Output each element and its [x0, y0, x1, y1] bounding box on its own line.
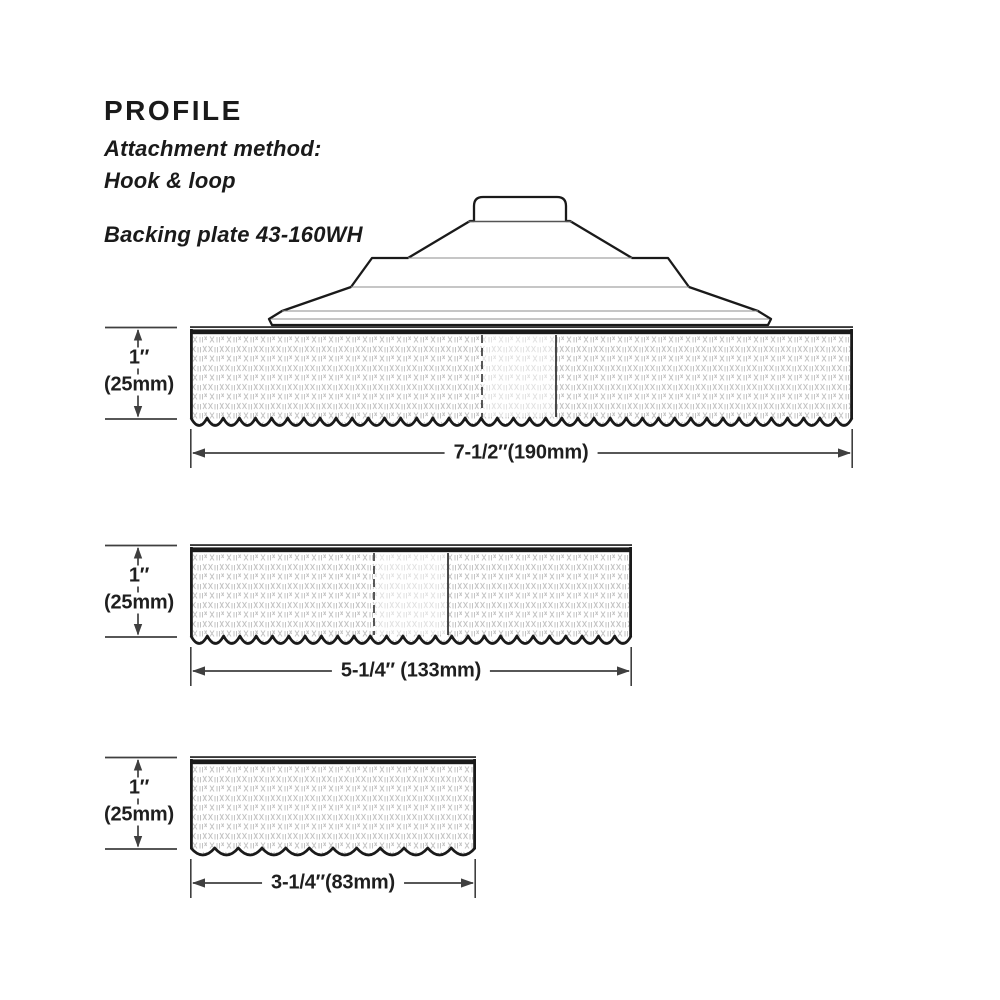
height-label-top-strip: 1″	[125, 348, 153, 369]
height-metric-label-bottom-strip: (25mm)	[100, 805, 178, 826]
width-label-bottom-strip: 3-1/4″(83mm)	[262, 873, 404, 894]
attachment-type-label: Hook & loop	[104, 168, 236, 193]
page-title: PROFILE	[104, 95, 243, 126]
height-label-bottom-strip: 1″	[125, 778, 153, 799]
height-metric-label-middle-strip: (25mm)	[100, 593, 178, 614]
width-label-middle-strip: 5-1/4″ (133mm)	[332, 661, 490, 682]
height-metric-label-top-strip: (25mm)	[100, 375, 178, 396]
brush-strip-middle-drawing	[190, 544, 632, 648]
attachment-method-label: Attachment method:	[104, 136, 322, 161]
height-label-middle-strip: 1″	[125, 566, 153, 587]
backing-plate-label: Backing plate 43-160WH	[104, 222, 363, 247]
brush-strip-bottom-drawing	[190, 756, 476, 860]
width-label-top-strip: 7-1/2″(190mm)	[445, 443, 598, 464]
backing-plate-drawing	[265, 192, 775, 328]
brush-strip-top-drawing	[190, 326, 853, 430]
